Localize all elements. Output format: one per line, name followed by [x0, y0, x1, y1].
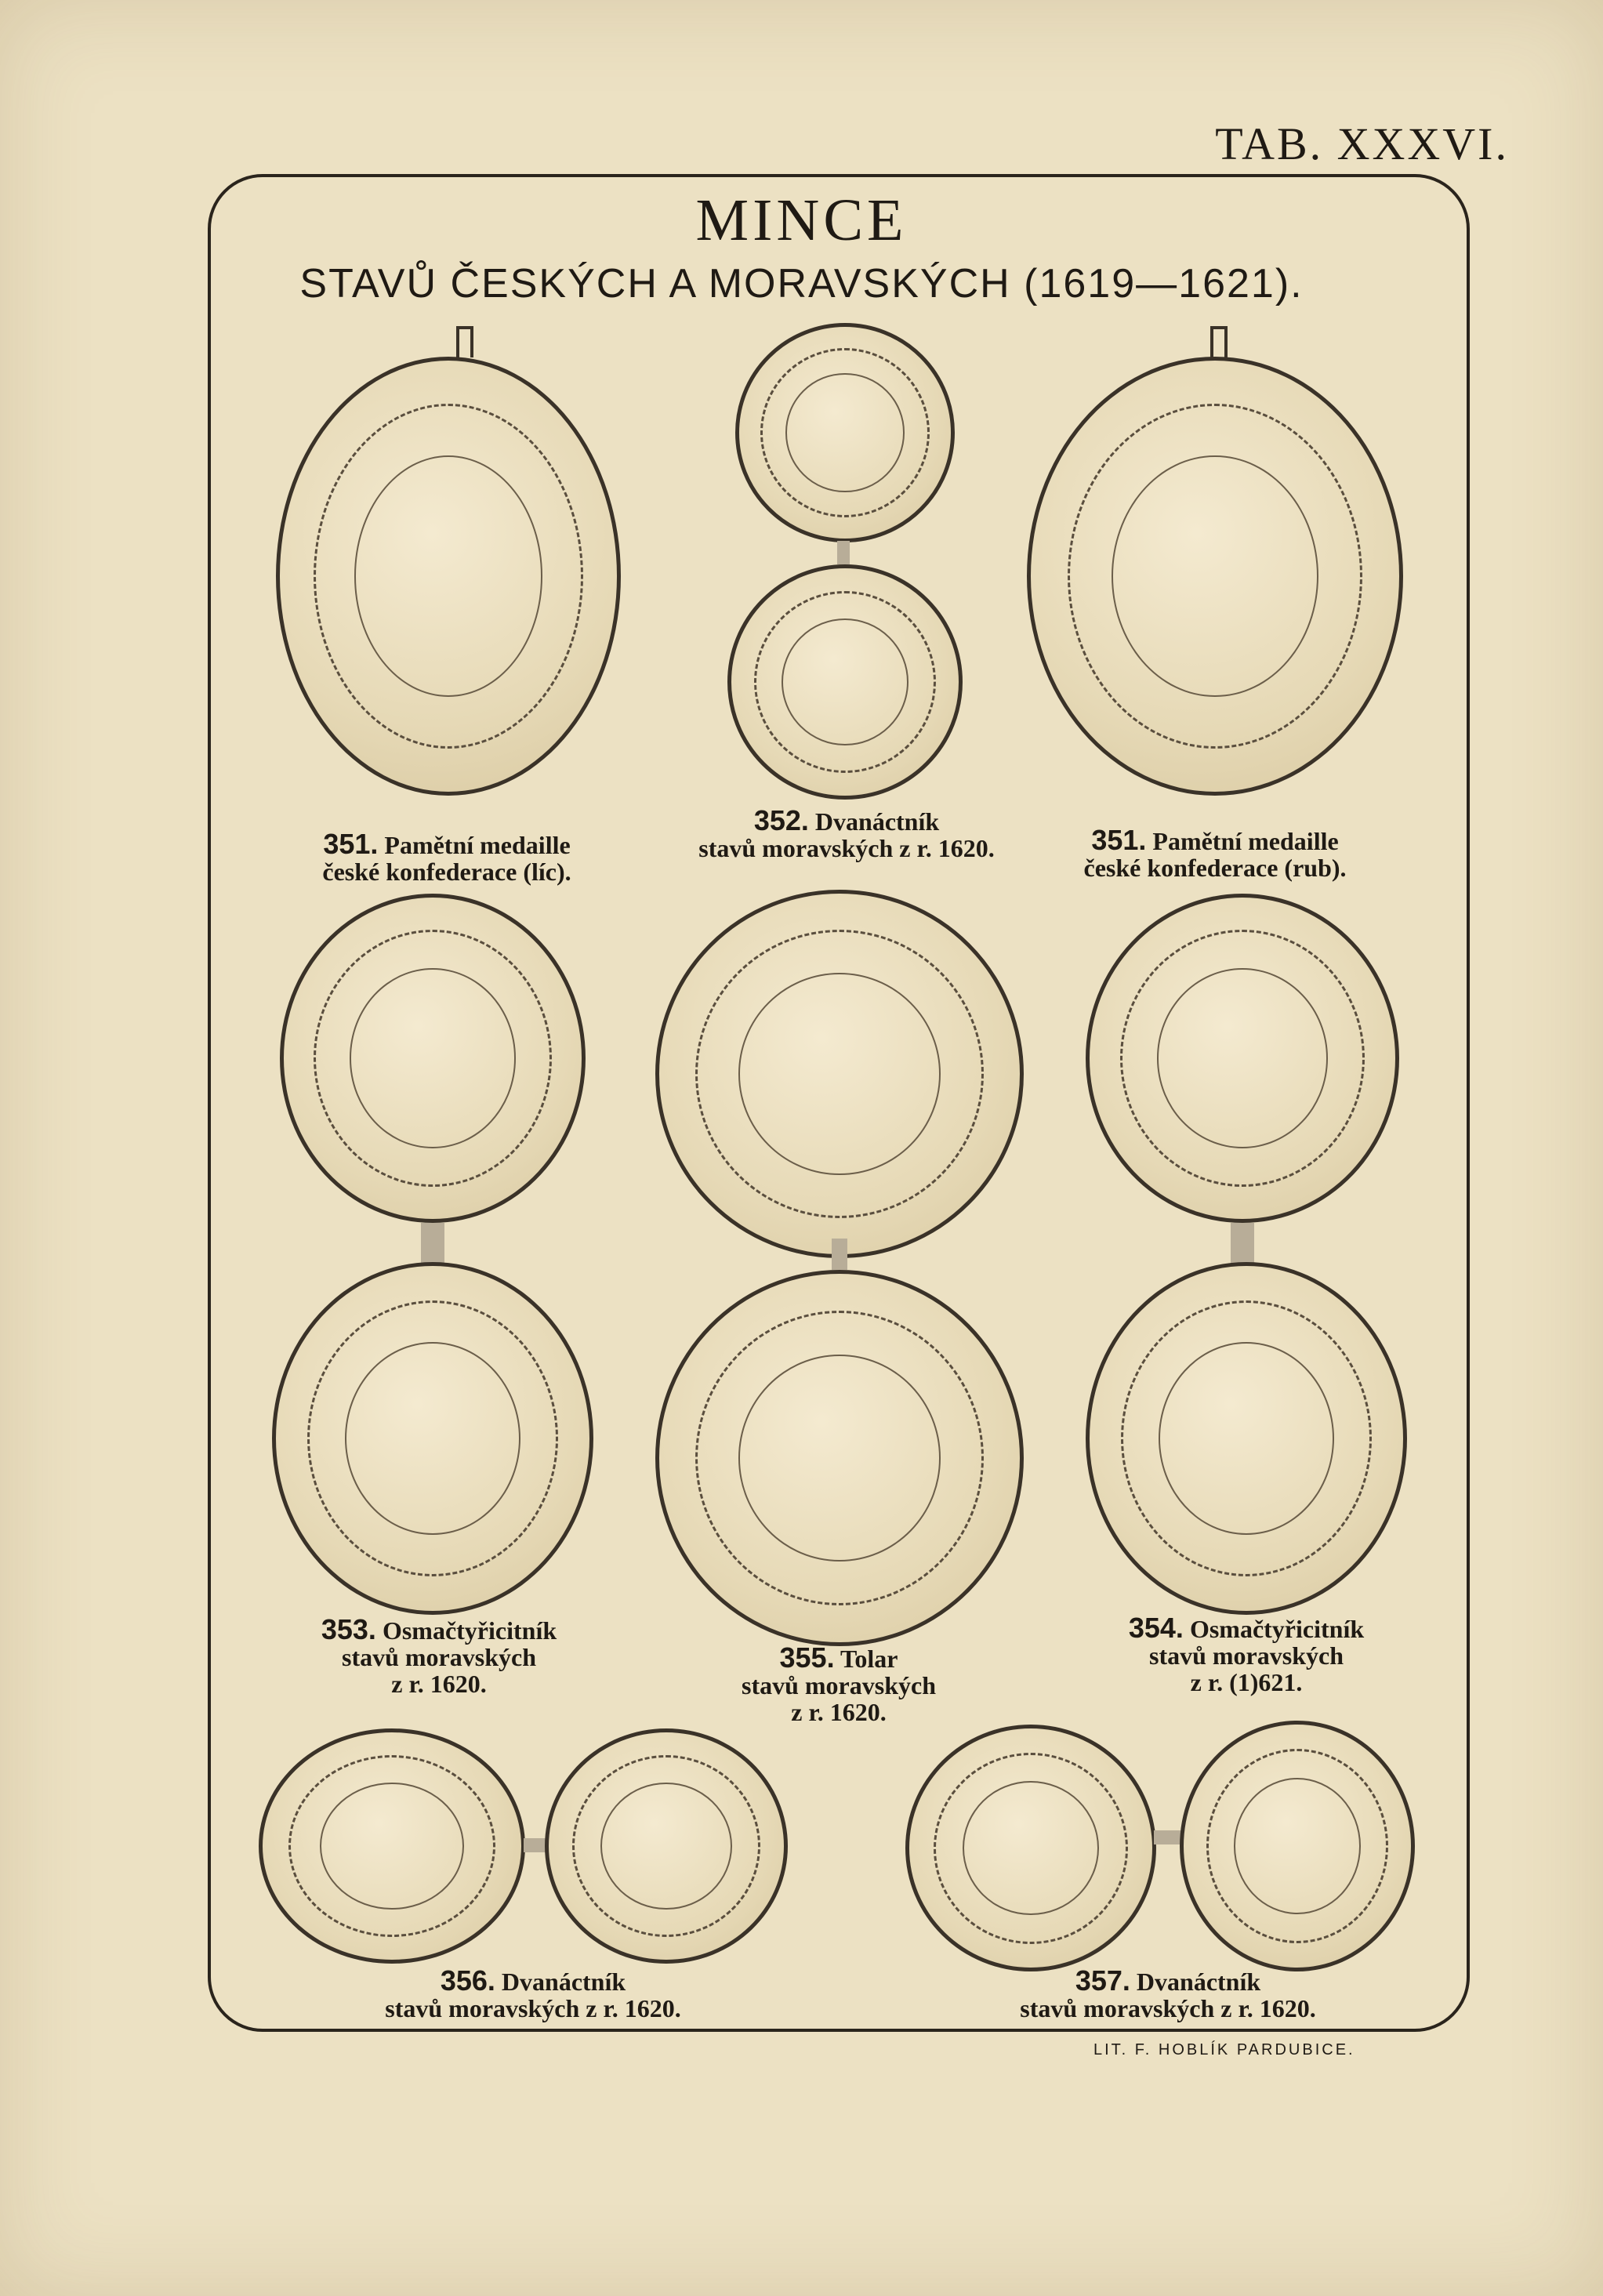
coin-355-link	[832, 1239, 847, 1270]
caption-351-obverse-line2: české konfederace (líc).	[322, 858, 571, 886]
coin-357-obverse-image	[905, 1725, 1156, 1971]
caption-353-number: 353.	[321, 1613, 376, 1645]
caption-353-line3: z r. 1620.	[391, 1670, 487, 1698]
coin-352-obverse-image	[735, 323, 955, 542]
plate-subtitle: STAVŮ ČESKÝCH A MORAVSKÝCH (1619—1621).	[299, 261, 1304, 306]
caption-356-line2: stavů moravských z r. 1620.	[385, 1994, 681, 2022]
caption-353-line1: Osmačtyřicitník	[382, 1616, 557, 1645]
coin-356-reverse-image	[545, 1728, 788, 1964]
caption-353	[274, 1613, 604, 1698]
coin-356-obverse-image	[259, 1728, 525, 1964]
plate-number: TAB. XXXVI.	[1215, 118, 1509, 169]
caption-357-line2: stavů moravských z r. 1620.	[1020, 1994, 1316, 2022]
caption-352-number: 352.	[753, 804, 809, 836]
caption-356	[329, 1964, 737, 2022]
coin-354-obverse-image	[1086, 894, 1399, 1223]
caption-354-line2: stavů moravských	[1148, 1641, 1344, 1670]
medal-351-obverse-image	[276, 357, 621, 796]
caption-354-line3: z r. (1)621.	[1190, 1668, 1303, 1696]
plate-title: MINCE	[695, 187, 908, 253]
caption-351-obverse	[282, 828, 611, 886]
caption-355	[674, 1641, 1003, 1726]
medal-351-reverse-image	[1027, 357, 1403, 796]
coin-353-obverse-image	[280, 894, 586, 1223]
caption-351-reverse-line2: české konfederace (rub).	[1083, 854, 1347, 882]
coin-356-link	[524, 1838, 547, 1852]
coin-355-reverse-image	[655, 1270, 1024, 1646]
caption-351-reverse-line1: Pamětní medaille	[1152, 827, 1339, 855]
coin-354-reverse-image	[1086, 1262, 1407, 1615]
caption-354-line1: Osmačtyřicitník	[1189, 1615, 1365, 1643]
coin-352-link	[837, 541, 850, 564]
caption-356-number: 356.	[440, 1964, 495, 1997]
caption-355-line2: stavů moravských	[741, 1671, 936, 1699]
medal-loop-left	[456, 326, 473, 357]
caption-355-line3: z r. 1620.	[791, 1698, 887, 1726]
coin-353-reverse-image	[272, 1262, 593, 1615]
caption-357-number: 357.	[1075, 1964, 1130, 1997]
caption-355-line1: Tolar	[840, 1645, 898, 1673]
caption-351-obverse-number: 351.	[323, 828, 379, 860]
caption-357	[972, 1964, 1364, 2022]
caption-357-line1: Dvanáctník	[1136, 1968, 1261, 1996]
caption-353-line2: stavů moravských	[341, 1643, 536, 1671]
printer-credit: LIT. F. HOBLÍK PARDUBICE.	[1093, 2041, 1355, 2058]
caption-352	[658, 804, 1035, 862]
caption-354	[1082, 1612, 1411, 1696]
caption-354-number: 354.	[1128, 1612, 1184, 1644]
caption-351-reverse-number: 351.	[1091, 824, 1147, 856]
caption-356-line1: Dvanáctník	[501, 1968, 626, 1996]
caption-351-reverse	[1043, 824, 1387, 882]
medal-loop-right	[1210, 326, 1228, 357]
caption-355-number: 355.	[779, 1641, 835, 1674]
coin-355-obverse-image	[655, 890, 1024, 1258]
caption-351-obverse-line1: Pamětní medaille	[384, 831, 571, 859]
coin-352-reverse-image	[727, 564, 963, 800]
caption-352-line2: stavů moravských z r. 1620.	[698, 834, 995, 862]
caption-352-line1: Dvanáctník	[814, 807, 940, 836]
coin-357-reverse-image	[1180, 1721, 1415, 1971]
